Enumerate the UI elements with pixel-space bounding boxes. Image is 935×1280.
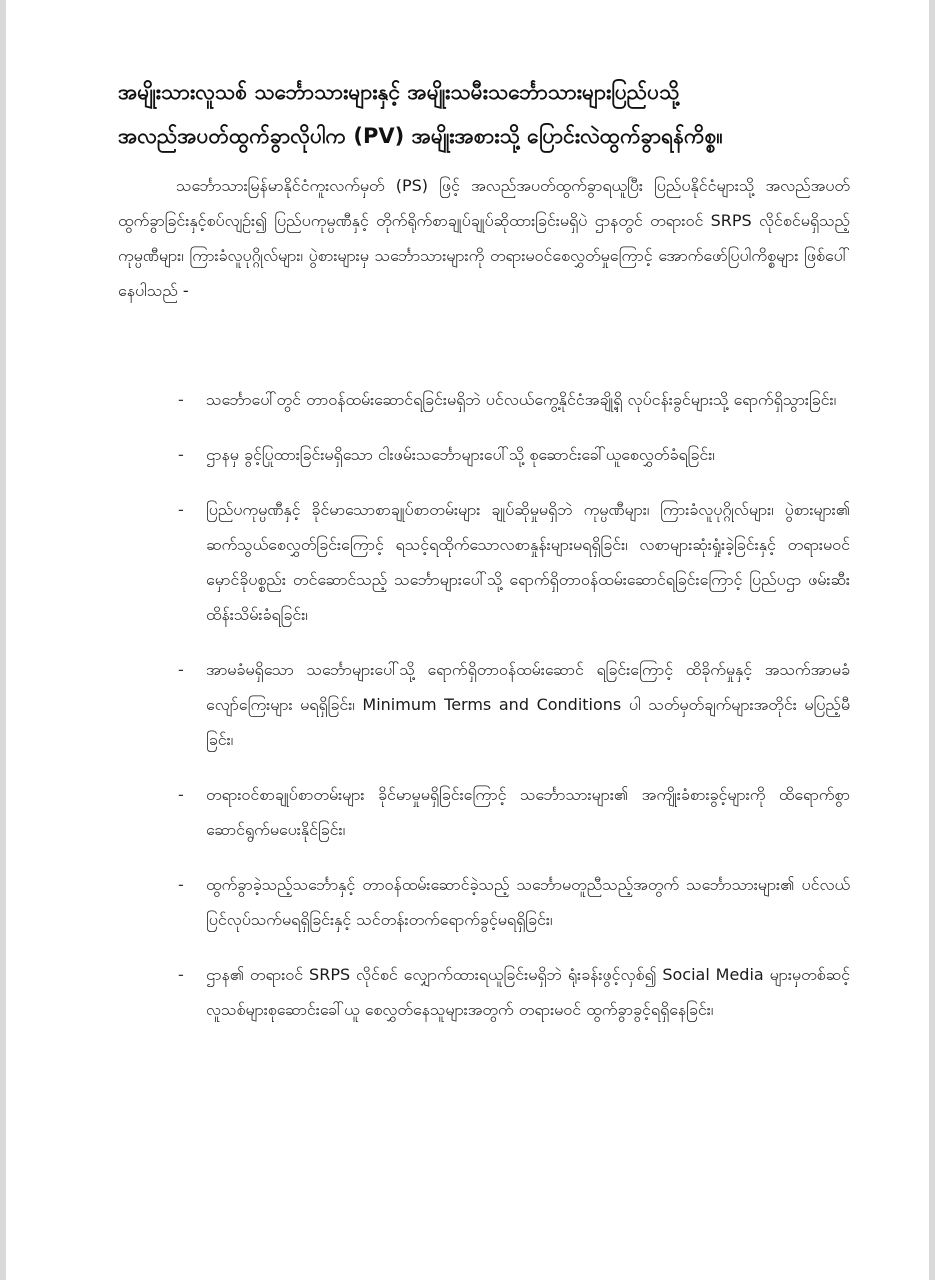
list-item-text: သင်္ဘောပေါ်တွင် တာဝန်ထမ်းဆောင်ရခြင်းမရှိဘဲ ပင်လယ်ကွေ့နိုင်ငံအချို့ရှိ လုပ်ငန်းခွင်များသို့ ရောက်ရှိသွားခြင်း၊ — [206, 390, 837, 409]
list-item — [178, 867, 850, 937]
list-item-text: အာမခံမရှိသော သင်္ဘောများပေါ်သို့ ရောက်ရှိတာဝန်ထမ်းဆောင် ရခြင်းကြောင့် ထိခိုက်မှုနှင့် အသက်အာမခံလျော်ကြေးများ မရရှိခြင်း၊ Minimum Terms and Conditions ပါ သတ်မှတ်ချက်များအတိုင်း မပြည့်မီခြင်း၊ — [206, 660, 850, 749]
list-item — [178, 957, 850, 1027]
list-item — [178, 437, 850, 472]
dash-bullet: - — [178, 445, 184, 464]
dash-bullet: - — [178, 785, 184, 804]
list-item-text: ပြည်ပကုမ္ပဏီနှင့် ခိုင်မာသောစာချုပ်စာတမ်းများ ချုပ်ဆိုမှုမရှိဘဲ ကုမ္ပဏီများ၊ ကြားခံလူပုဂ္ဂိုလ်များ၊ ပွဲစားများ၏ ဆက်သွယ်စေလွှတ်ခြင်းကြောင့် ရသင့်ရထိုက်သောလစာနှုန်းများမရရှိခြင်း၊ လစာများဆုံးရှုံးခဲ့ခြင်းနှင့် တရားမဝင်မှောင်ခိုပစ္စည်း တင်ဆောင်သည့် သင်္ဘောများပေါ်သို့ ရောက်ရှိတာဝန်ထမ်းဆောင်ရခြင်းကြောင့် ပြည်ပဌာ ဖမ်းဆီးထိန်းသိမ်းခံရခြင်း၊ — [206, 500, 850, 624]
list-item — [178, 382, 850, 417]
list-item — [178, 777, 850, 847]
document-title-line-1: အမျိုးသားလူသစ် သင်္ဘောသားများနှင့် အမျိုးသမီးသင်္ဘောသားများပြည်ပသို့ — [118, 80, 680, 104]
dash-bullet: - — [178, 390, 184, 409]
dash-bullet: - — [178, 875, 184, 894]
list-item-text: ဌာနမှ ခွင့်ပြုထားခြင်းမရှိသော ငါးဖမ်းသင်္ဘောများပေါ်သို့ စုဆောင်းခေါ်ယူစေလွှတ်ခံရခြင်း၊ — [206, 445, 715, 464]
intro-paragraph: သင်္ဘောသားမြန်မာနိုင်ငံကူးလက်မှတ် (PS) ဖြင့် အလည်အပတ်ထွက်ခွာရယူပြီး ပြည်ပနိုင်ငံများသို့ အလည်အပတ်ထွက်ခွာခြင်းနှင့်စပ်လျဉ်း၍ ပြည်ပကုမ္ပဏီနှင့် တိုက်ရိုက်စာချုပ်ချုပ်ဆိုထားခြင်းမရှိပဲ ဌာနတွင် တရားဝင် SRPS လိုင်စင်မရှိသည့် ကုမ္ပဏီများ၊ ကြားခံလူပုဂ္ဂိုလ်များ၊ ပွဲစားများမှ သင်္ဘောသားများကို တရားမဝင်စေလွှတ်မှုကြောင့် အောက်ဖော်ပြပါကိစ္စများ ဖြစ်ပေါ်နေပါသည် - — [118, 176, 850, 300]
issue-list — [178, 382, 850, 1047]
list-item-text: ထွက်ခွာခဲ့သည့်သင်္ဘောနှင့် တာဝန်ထမ်းဆောင်ခဲ့သည့် သင်္ဘောမတူညီသည့်အတွက် သင်္ဘောသားများ၏ ပင်လယ်ပြင်လုပ်သက်မရရှိခြင်းနှင့် သင်တန်းတက်ရောက်ခွင့်မရရှိခြင်း၊ — [206, 875, 850, 929]
dash-bullet: - — [178, 965, 184, 984]
list-item-text: ဌာန၏ တရားဝင် SRPS လိုင်စင် လျှောက်ထားရယူခြင်းမရှိဘဲ ရုံးခန်းဖွင့်လှစ်၍ Social Media များမှတစ်ဆင့် လူသစ်များစုဆောင်းခေါ်ယူ စေလွှတ်နေသူများအတွက် တရားမဝင် ထွက်ခွာခွင့်ရရှိနေခြင်း၊ — [206, 965, 850, 1019]
list-item — [178, 652, 850, 757]
list-item-text: တရားဝင်စာချုပ်စာတမ်းများ ခိုင်မာမှုမရှိခြင်းကြောင့် သင်္ဘောသားများ၏ အကျိုးခံစားခွင့်များကို ထိရောက်စွာ ဆောင်ရွက်မပေးနိုင်ခြင်း၊ — [206, 785, 850, 839]
dash-bullet: - — [178, 500, 184, 519]
dash-bullet: - — [178, 660, 184, 679]
document-title-line-2: အလည်အပတ်ထွက်ခွာလိုပါက (PV) အမျိုးအစားသို့ ပြောင်းလဲထွက်ခွာရန်ကိစ္စ။ — [118, 124, 723, 148]
list-item — [178, 492, 850, 632]
